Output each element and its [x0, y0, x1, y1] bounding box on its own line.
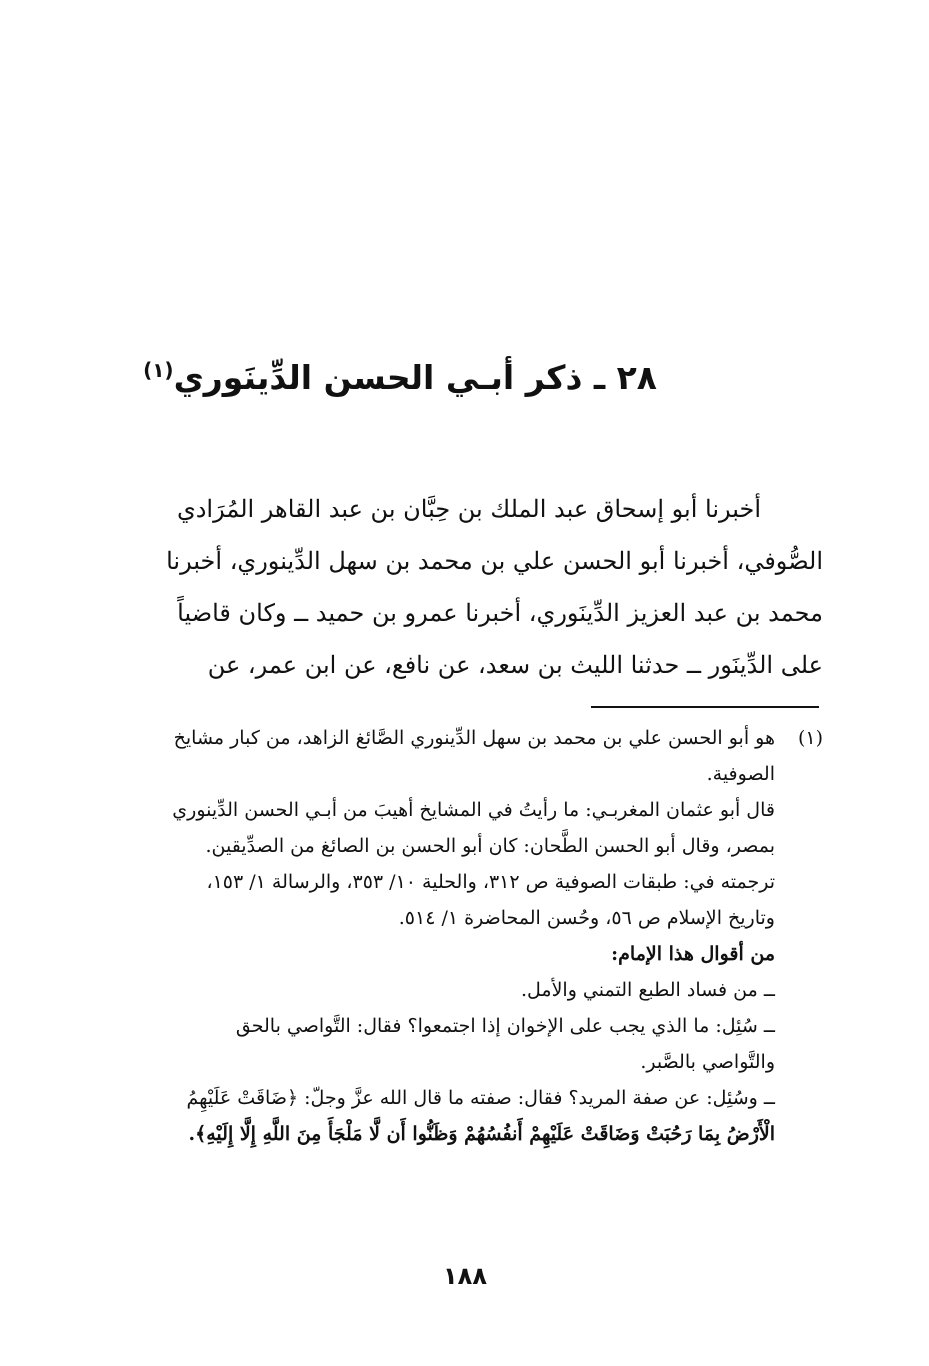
footnote-line-2: الصوفية. [706, 763, 775, 785]
footnote-sayings-heading: من أقوال هذا الإمام: [611, 943, 775, 965]
chapter-title-text: ٢٨ ـ ذكر أبـي الحسن الدِّينَوري [173, 358, 657, 397]
footnote-line-5: ترجمته في: طبقات الصوفية ص ٣١٢، والحلية ١٠/ ٣٥٣، والرسالة ١/ ١٥٣، [206, 871, 775, 893]
footnote-line-8: ــ من فساد الطبع التمني والأمل. [520, 979, 775, 1001]
body-line-1: أخبرنا أبو إسحاق عبد الملك بن حِبَّان بن عبد القاهر المُرَادي [176, 495, 761, 523]
footnote-text-1: هو أبو الحسن علي بن محمد بن سهل الدِّينوري الصَّائغ الزاهد، من كبار مشايخ [173, 727, 775, 749]
footnote-line-11: ــ وسُئِل: عن صفة المريد؟ فقال: صفته ما قال الله عزَّ وجلّ: ﴿ضَاقَتْ عَلَيْهِمُ [186, 1087, 775, 1109]
footnote-line-6: وتاريخ الإسلام ص ٥٦، وحُسن المحاضرة ١/ ٥١٤. [398, 907, 775, 929]
body-line-3: محمد بن عبد العزيز الدِّينَوري، أخبرنا عمرو بن حميد ــ وكان قاضياً [177, 599, 823, 627]
footnote-reference-mark: (١) [143, 358, 174, 382]
quran-verse-line: الْأَرْضُ بِمَا رَحُبَتْ وَضَاقَتْ عَلَيْهِمْ أَنفُسُهُمْ وَظَنُّوا أَن لَّا مَلْجَأَ مِنَ اللَّهِ إِلَّا إِلَيْهِ﴾. [188, 1123, 775, 1145]
footnote-number: (١) [797, 727, 823, 749]
footnote-separator [591, 706, 819, 708]
body-line-2: الصُّوفي، أخبرنا أبو الحسن علي بن محمد بن سهل الدِّينوري، أخبرنا [166, 547, 823, 575]
footnote-block [98, 720, 823, 1152]
footnote-line-4: بمصر، وقال أبو الحسن الطَّحان: كان أبو الحسن بن الصائغ من الصدِّيقين. [205, 835, 775, 857]
footnote-line-3: قال أبو عثمان المغربـي: ما رأيتُ في المشايخ أهيبَ من أبـي الحسن الدِّينوري [172, 799, 775, 821]
page-number: ١٨٨ [443, 1262, 487, 1290]
body-line-4: على الدِّينَور ــ حدثنا الليث بن سعد، عن نافع، عن ابن عمر، عن [207, 651, 823, 679]
footnote-line-1 [98, 720, 823, 756]
footnote-line-9: ــ سُئِل: ما الذي يجب على الإخوان إذا اجتمعوا؟ فقال: التَّواصي بالحق [235, 1015, 775, 1037]
footnote-line-10: والتَّواصي بالصَّبر. [640, 1051, 775, 1073]
chapter-title [100, 340, 700, 408]
main-paragraph [98, 483, 823, 691]
